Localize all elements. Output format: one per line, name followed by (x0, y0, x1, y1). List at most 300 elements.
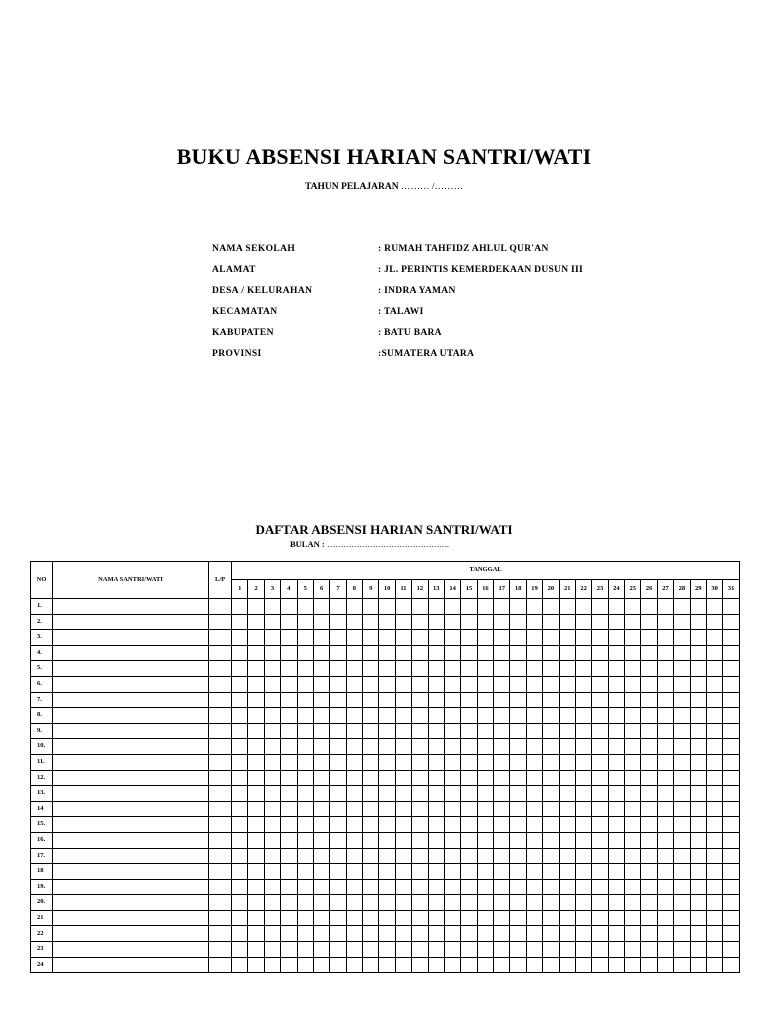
name-cell (53, 770, 209, 786)
attendance-cell (526, 739, 542, 755)
attendance-cell (248, 942, 264, 958)
attendance-cell (575, 817, 591, 833)
attendance-cell (461, 661, 477, 677)
table-row (31, 848, 740, 864)
attendance-cell (510, 630, 526, 646)
attendance-cell (346, 801, 362, 817)
attendance-cell (232, 614, 248, 630)
attendance-cell (657, 692, 673, 708)
attendance-cell (412, 676, 428, 692)
attendance-cell (674, 708, 690, 724)
attendance-cell (559, 926, 575, 942)
attendance-cell (428, 723, 444, 739)
attendance-cell (674, 895, 690, 911)
attendance-cell (526, 754, 542, 770)
attendance-cell (510, 708, 526, 724)
attendance-cell (657, 926, 673, 942)
attendance-cell (575, 676, 591, 692)
attendance-cell (346, 645, 362, 661)
attendance-cell (281, 599, 297, 615)
name-cell (53, 864, 209, 880)
attendance-cell (526, 942, 542, 958)
attendance-cell (248, 739, 264, 755)
table-row (31, 879, 740, 895)
info-label: KECAMATAN (212, 307, 278, 317)
day-number-cell: 27 (657, 580, 673, 599)
attendance-cell (428, 645, 444, 661)
attendance-cell (526, 848, 542, 864)
attendance-cell (641, 817, 657, 833)
attendance-cell (657, 879, 673, 895)
attendance-cell (330, 895, 346, 911)
attendance-cell (461, 599, 477, 615)
attendance-cell (461, 739, 477, 755)
attendance-cell (281, 848, 297, 864)
attendance-cell (330, 754, 346, 770)
attendance-cell (461, 957, 477, 973)
attendance-cell (428, 801, 444, 817)
attendance-cell (510, 910, 526, 926)
attendance-cell (608, 895, 624, 911)
attendance-cell (363, 910, 379, 926)
attendance-cell (297, 676, 313, 692)
attendance-cell (723, 692, 740, 708)
attendance-cell (510, 645, 526, 661)
day-number-cell: 18 (510, 580, 526, 599)
gender-cell (209, 879, 232, 895)
attendance-cell (281, 786, 297, 802)
attendance-cell (346, 723, 362, 739)
table-row (31, 723, 740, 739)
attendance-cell (494, 676, 510, 692)
attendance-cell (477, 645, 493, 661)
attendance-cell (641, 708, 657, 724)
attendance-cell (281, 614, 297, 630)
attendance-cell (379, 645, 395, 661)
attendance-cell (543, 926, 559, 942)
attendance-cell (690, 879, 706, 895)
attendance-cell (706, 770, 722, 786)
attendance-cell (608, 926, 624, 942)
attendance-cell (330, 676, 346, 692)
attendance-cell (559, 910, 575, 926)
info-label: DESA / KELURAHAN (212, 286, 313, 296)
attendance-cell (281, 754, 297, 770)
attendance-cell (444, 832, 460, 848)
attendance-cell (428, 895, 444, 911)
header-gender: L/P (209, 562, 232, 599)
attendance-cell (559, 942, 575, 958)
attendance-cell (330, 801, 346, 817)
day-number-cell: 6 (313, 580, 329, 599)
attendance-cell (543, 676, 559, 692)
attendance-cell (510, 786, 526, 802)
attendance-cell (625, 645, 641, 661)
attendance-cell (281, 910, 297, 926)
attendance-cell (690, 630, 706, 646)
attendance-cell (313, 614, 329, 630)
attendance-cell (723, 661, 740, 677)
attendance-cell (346, 661, 362, 677)
attendance-cell (526, 864, 542, 880)
month-blank: ………………………………………. (326, 539, 449, 549)
attendance-cell (723, 817, 740, 833)
attendance-cell (444, 879, 460, 895)
attendance-cell (674, 817, 690, 833)
attendance-cell (625, 630, 641, 646)
attendance-cell (444, 739, 460, 755)
attendance-cell (592, 754, 608, 770)
attendance-cell (248, 817, 264, 833)
attendance-cell (494, 926, 510, 942)
attendance-cell (297, 910, 313, 926)
attendance-cell (706, 832, 722, 848)
attendance-cell (559, 848, 575, 864)
attendance-cell (346, 770, 362, 786)
attendance-cell (657, 848, 673, 864)
attendance-cell (723, 630, 740, 646)
attendance-cell (346, 895, 362, 911)
attendance-cell (510, 754, 526, 770)
attendance-cell (657, 599, 673, 615)
attendance-cell (346, 630, 362, 646)
attendance-cell (706, 708, 722, 724)
attendance-cell (575, 661, 591, 677)
attendance-cell (313, 770, 329, 786)
attendance-cell (690, 910, 706, 926)
attendance-cell (248, 754, 264, 770)
attendance-cell (412, 739, 428, 755)
attendance-cell (412, 599, 428, 615)
attendance-cell (494, 770, 510, 786)
attendance-cell (706, 754, 722, 770)
attendance-cell (543, 801, 559, 817)
attendance-cell (526, 708, 542, 724)
attendance-cell (232, 817, 248, 833)
attendance-cell (526, 630, 542, 646)
attendance-cell (706, 817, 722, 833)
attendance-cell (510, 957, 526, 973)
attendance-cell (657, 676, 673, 692)
attendance-cell (346, 832, 362, 848)
attendance-cell (313, 895, 329, 911)
attendance-cell (461, 832, 477, 848)
day-number-cell: 23 (592, 580, 608, 599)
attendance-cell (444, 630, 460, 646)
attendance-cell (625, 910, 641, 926)
attendance-cell (232, 599, 248, 615)
attendance-cell (379, 599, 395, 615)
gender-cell (209, 817, 232, 833)
attendance-cell (297, 817, 313, 833)
attendance-cell (657, 770, 673, 786)
table-row (31, 786, 740, 802)
attendance-cell (608, 754, 624, 770)
attendance-cell (723, 614, 740, 630)
attendance-cell (674, 739, 690, 755)
table-row (31, 661, 740, 677)
gender-cell (209, 864, 232, 880)
attendance-cell (526, 786, 542, 802)
row-number-cell: 5. (31, 661, 53, 677)
info-row (212, 265, 632, 286)
day-number-cell: 24 (608, 580, 624, 599)
attendance-cell (690, 864, 706, 880)
attendance-cell (690, 645, 706, 661)
attendance-cell (297, 708, 313, 724)
attendance-cell (674, 848, 690, 864)
attendance-cell (477, 770, 493, 786)
row-number-cell: 23 (31, 942, 53, 958)
attendance-cell (363, 848, 379, 864)
attendance-cell (428, 786, 444, 802)
attendance-cell (395, 926, 411, 942)
attendance-cell (575, 832, 591, 848)
attendance-cell (313, 786, 329, 802)
attendance-cell (477, 630, 493, 646)
day-number-cell: 12 (412, 580, 428, 599)
attendance-cell (526, 661, 542, 677)
attendance-cell (592, 942, 608, 958)
attendance-cell (723, 957, 740, 973)
attendance-cell (297, 661, 313, 677)
attendance-cell (297, 770, 313, 786)
attendance-cell (232, 708, 248, 724)
attendance-cell (281, 864, 297, 880)
attendance-cell (444, 614, 460, 630)
attendance-cell (575, 942, 591, 958)
attendance-cell (625, 942, 641, 958)
attendance-cell (363, 754, 379, 770)
attendance-cell (657, 832, 673, 848)
table-row (31, 910, 740, 926)
attendance-cell (395, 832, 411, 848)
attendance-cell (412, 708, 428, 724)
day-number-cell: 1 (232, 580, 248, 599)
attendance-cell (346, 864, 362, 880)
table-row (31, 942, 740, 958)
attendance-cell (559, 645, 575, 661)
name-cell (53, 614, 209, 630)
attendance-cell (428, 910, 444, 926)
attendance-cell (330, 864, 346, 880)
attendance-cell (346, 848, 362, 864)
attendance-cell (608, 910, 624, 926)
attendance-cell (608, 661, 624, 677)
attendance-cell (379, 879, 395, 895)
attendance-cell (297, 754, 313, 770)
attendance-cell (428, 630, 444, 646)
attendance-cell (379, 786, 395, 802)
attendance-cell (625, 723, 641, 739)
attendance-cell (444, 801, 460, 817)
day-number-cell: 13 (428, 580, 444, 599)
name-cell (53, 754, 209, 770)
name-cell (53, 957, 209, 973)
attendance-cell (379, 661, 395, 677)
attendance-cell (281, 723, 297, 739)
attendance-cell (379, 942, 395, 958)
info-row (212, 349, 632, 370)
name-cell (53, 723, 209, 739)
table-row (31, 770, 740, 786)
attendance-cell (428, 692, 444, 708)
attendance-cell (330, 957, 346, 973)
attendance-cell (641, 910, 657, 926)
attendance-cell (281, 879, 297, 895)
attendance-cell (363, 692, 379, 708)
attendance-cell (559, 832, 575, 848)
row-number-cell: 16. (31, 832, 53, 848)
table-row (31, 676, 740, 692)
attendance-cell (526, 879, 542, 895)
attendance-cell (297, 926, 313, 942)
attendance-cell (608, 879, 624, 895)
attendance-cell (330, 692, 346, 708)
attendance-cell (641, 692, 657, 708)
attendance-cell (395, 786, 411, 802)
row-number-cell: 20. (31, 895, 53, 911)
attendance-cell (346, 754, 362, 770)
attendance-cell (575, 801, 591, 817)
attendance-cell (330, 614, 346, 630)
attendance-cell (444, 957, 460, 973)
attendance-cell (281, 692, 297, 708)
attendance-cell (395, 630, 411, 646)
day-number-cell: 7 (330, 580, 346, 599)
attendance-cell (232, 942, 248, 958)
attendance-cell (248, 926, 264, 942)
table-row (31, 692, 740, 708)
name-cell (53, 942, 209, 958)
attendance-cell (510, 817, 526, 833)
table-row (31, 926, 740, 942)
attendance-cell (706, 676, 722, 692)
attendance-cell (592, 708, 608, 724)
attendance-cell (297, 692, 313, 708)
attendance-cell (444, 661, 460, 677)
attendance-cell (363, 832, 379, 848)
attendance-cell (543, 786, 559, 802)
attendance-cell (444, 770, 460, 786)
attendance-cell (363, 957, 379, 973)
attendance-cell (444, 926, 460, 942)
attendance-cell (330, 723, 346, 739)
attendance-cell (313, 676, 329, 692)
table-row (31, 801, 740, 817)
attendance-cell (690, 661, 706, 677)
attendance-cell (608, 645, 624, 661)
attendance-cell (232, 770, 248, 786)
attendance-cell (363, 708, 379, 724)
attendance-cell (559, 957, 575, 973)
table-row (31, 739, 740, 755)
attendance-cell (592, 848, 608, 864)
attendance-cell (510, 676, 526, 692)
row-number-cell: 15. (31, 817, 53, 833)
attendance-cell (608, 770, 624, 786)
row-number-cell: 13. (31, 786, 53, 802)
attendance-cell (444, 645, 460, 661)
attendance-cell (690, 942, 706, 958)
attendance-cell (264, 614, 280, 630)
attendance-cell (543, 739, 559, 755)
attendance-cell (657, 864, 673, 880)
attendance-cell (428, 599, 444, 615)
attendance-cell (723, 895, 740, 911)
attendance-cell (543, 630, 559, 646)
attendance-cell (313, 801, 329, 817)
attendance-cell (232, 645, 248, 661)
attendance-cell (657, 801, 673, 817)
attendance-cell (575, 957, 591, 973)
attendance-cell (559, 661, 575, 677)
gender-cell (209, 599, 232, 615)
attendance-cell (657, 630, 673, 646)
attendance-cell (608, 848, 624, 864)
document-title: BUKU ABSENSI HARIAN SANTRI/WATI (176, 144, 592, 169)
name-cell (53, 832, 209, 848)
attendance-cell (395, 910, 411, 926)
gender-cell (209, 801, 232, 817)
attendance-cell (543, 692, 559, 708)
attendance-cell (248, 895, 264, 911)
attendance-cell (444, 692, 460, 708)
attendance-cell (412, 723, 428, 739)
info-label: KABUPATEN (212, 328, 274, 338)
attendance-cell (346, 786, 362, 802)
attendance-cell (477, 599, 493, 615)
attendance-cell (232, 661, 248, 677)
attendance-cell (264, 754, 280, 770)
attendance-cell (625, 739, 641, 755)
gender-cell (209, 692, 232, 708)
attendance-cell (395, 599, 411, 615)
attendance-cell (674, 957, 690, 973)
attendance-cell (477, 864, 493, 880)
attendance-cell (313, 864, 329, 880)
attendance-cell (264, 739, 280, 755)
attendance-table (30, 561, 740, 973)
attendance-cell (330, 739, 346, 755)
gender-cell (209, 723, 232, 739)
day-number-cell: 21 (559, 580, 575, 599)
attendance-cell (281, 801, 297, 817)
attendance-cell (313, 723, 329, 739)
attendance-cell (559, 676, 575, 692)
attendance-cell (559, 786, 575, 802)
row-number-cell: 18 (31, 864, 53, 880)
attendance-cell (608, 786, 624, 802)
attendance-cell (281, 942, 297, 958)
attendance-cell (330, 910, 346, 926)
attendance-cell (428, 708, 444, 724)
attendance-cell (461, 754, 477, 770)
attendance-cell (592, 645, 608, 661)
attendance-cell (657, 614, 673, 630)
attendance-cell (510, 879, 526, 895)
attendance-cell (690, 599, 706, 615)
attendance-cell (428, 676, 444, 692)
attendance-cell (625, 754, 641, 770)
attendance-cell (412, 957, 428, 973)
day-number-cell: 3 (264, 580, 280, 599)
attendance-cell (608, 801, 624, 817)
attendance-cell (232, 926, 248, 942)
attendance-cell (297, 801, 313, 817)
attendance-cell (264, 942, 280, 958)
attendance-cell (379, 692, 395, 708)
